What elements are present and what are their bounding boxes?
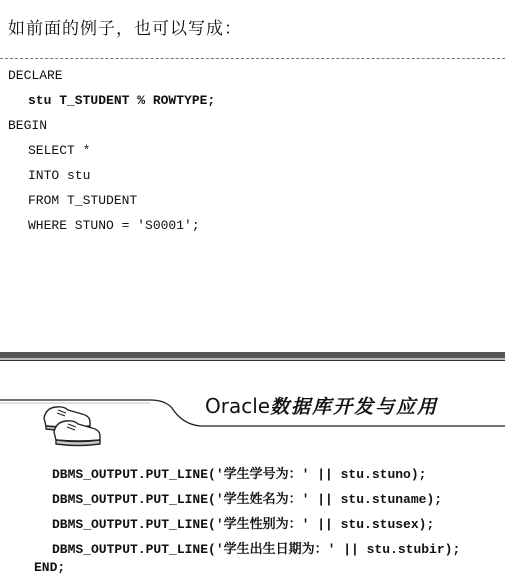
page-break-bar-edge bbox=[0, 360, 505, 361]
code-line: DBMS_OUTPUT.PUT_LINE('学生性别为：' || stu.stusex); bbox=[52, 517, 435, 532]
code-line: WHERE STUNO = 'S0001'; bbox=[28, 218, 200, 233]
code-line: DBMS_OUTPUT.PUT_LINE('学生姓名为：' || stu.stuname); bbox=[52, 492, 443, 507]
page-header-title bbox=[205, 392, 438, 419]
code-line: END; bbox=[34, 560, 66, 575]
code-line: FROM T_STUDENT bbox=[28, 193, 138, 208]
code-line: INTO stu bbox=[28, 168, 91, 183]
intro-text: 如前面的例子，也可以写成： bbox=[8, 19, 242, 39]
code-line: stu T_STUDENT % ROWTYPE; bbox=[28, 93, 216, 108]
code-line: DBMS_OUTPUT.PUT_LINE('学生出生日期为：' || stu.stubir); bbox=[52, 542, 461, 557]
page-header-title-cn: 数据库开发与应用 bbox=[270, 396, 439, 418]
code-line: DECLARE bbox=[8, 68, 63, 83]
top-dashed-rule bbox=[0, 58, 505, 59]
page-header-title-latin: Oracle bbox=[205, 394, 271, 418]
code-line: DBMS_OUTPUT.PUT_LINE('学生学号为：' || stu.stuno); bbox=[52, 467, 427, 482]
code-line: SELECT * bbox=[28, 143, 91, 158]
code-line: BEGIN bbox=[8, 118, 48, 133]
sneakers-icon bbox=[38, 398, 104, 450]
